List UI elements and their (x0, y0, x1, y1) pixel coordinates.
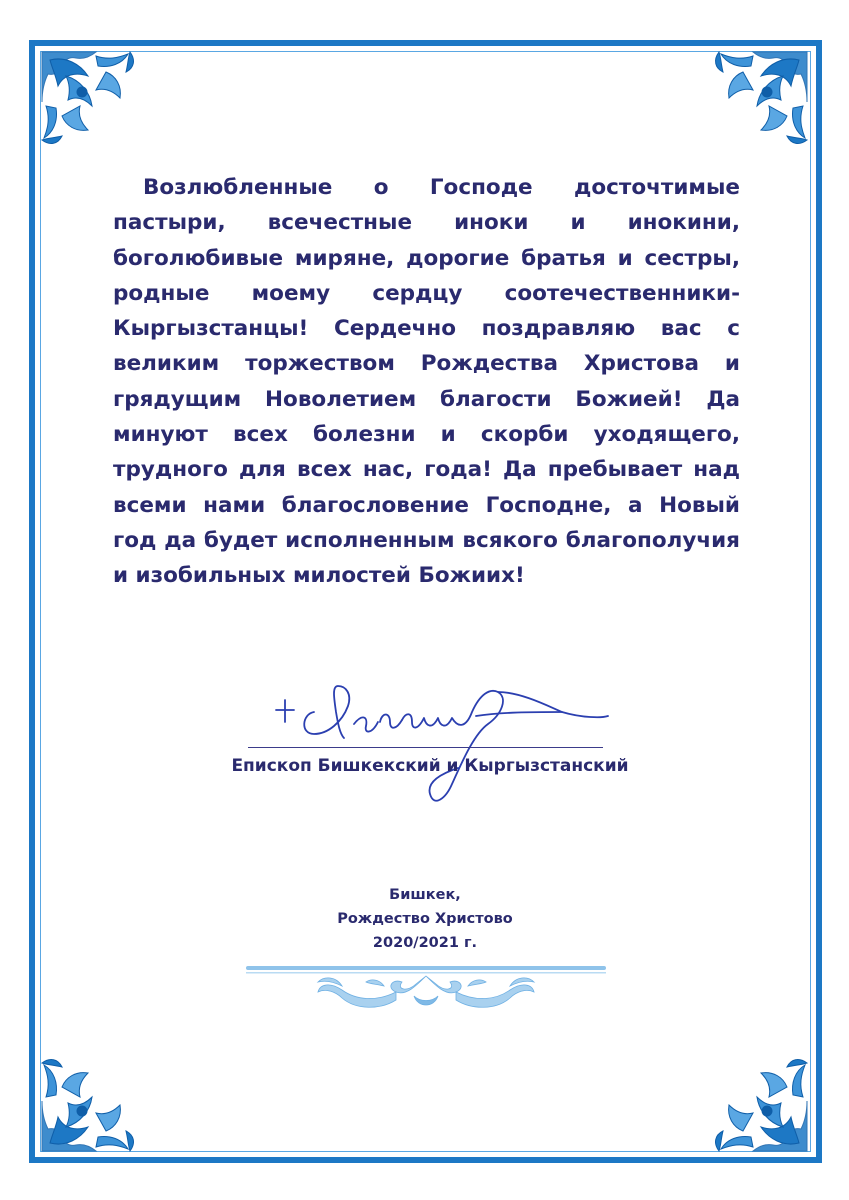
signature-line (248, 747, 603, 748)
corner-ornament-icon (36, 1045, 148, 1157)
corner-ornament-icon (701, 1045, 813, 1157)
corner-ornament-icon (701, 46, 813, 158)
bottom-scroll-ornament-icon (246, 962, 606, 1022)
signer-title: Епископ Бишкекский и Кыргызстанский (231, 756, 629, 776)
occasion: Рождество Христово (337, 911, 513, 927)
place-and-date (270, 883, 580, 955)
corner-ornament-icon (36, 46, 148, 158)
year: 2020/2021 г. (372, 935, 478, 951)
letter-body: Возлюбленные о Господе досточтимые пастыри, всечестные иноки и инокини, боголюбивые миряне, дорогие братья и сестры, родные моему сердцу соотечественники-Кыргызстанцы! Сердечно поздравляю вас с великим торжеством Рождества Христова и грядущим Новолетием благости Божией! Да минуют всех болезни и скорби уходящего, трудного для всех нас, года! Да пребывает над всеми нами благословение Господне, а Новый год да будет исполненным всякого благополучия и изобильных милостей Божиих! (113, 175, 740, 589)
place: Бишкек, (389, 887, 461, 903)
